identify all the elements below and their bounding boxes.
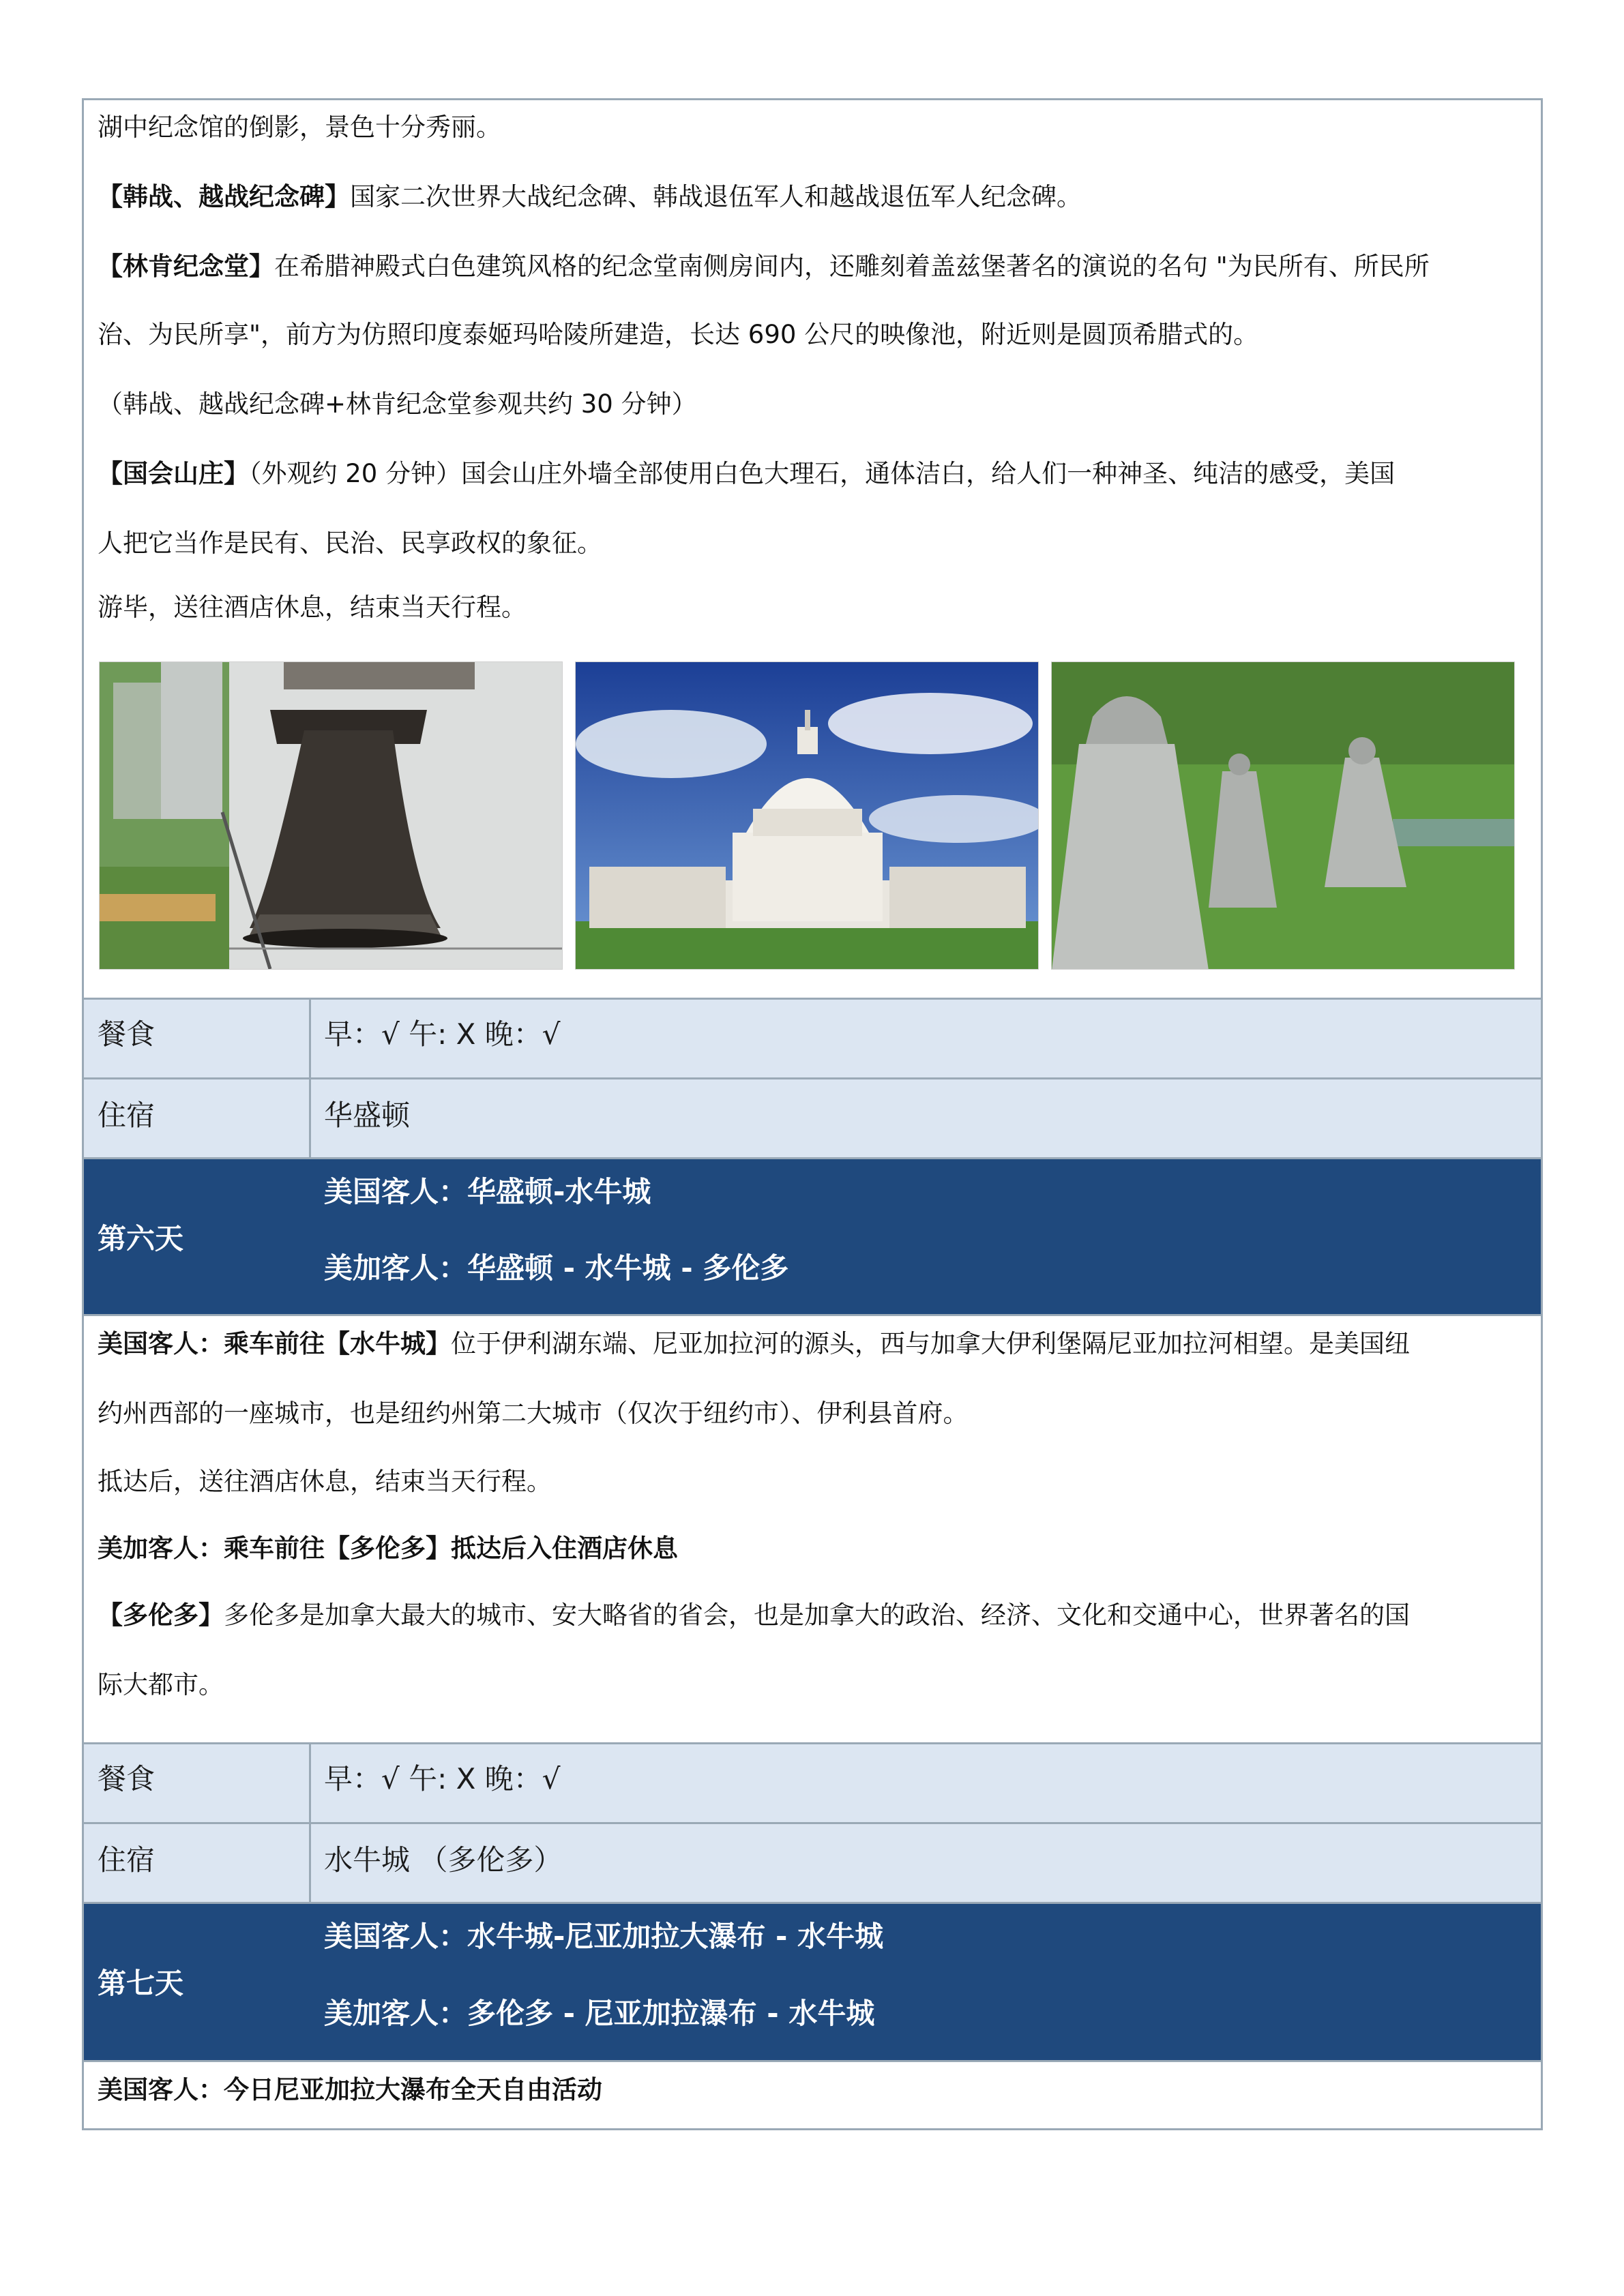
intro-line-1: 湖中纪念馆的倒影，景色十分秀丽。 (98, 113, 501, 142)
day6-route-usca: 美加客人：华盛顿 - 水牛城 - 多伦多 (324, 1251, 789, 1285)
war-memorial-paragraph (98, 179, 1524, 215)
day7-route-us: 美国客人：水牛城-尼亚加拉大瀑布 - 水牛城 (324, 1920, 884, 1953)
hotel-value: 水牛城 （多伦多） (324, 1843, 563, 1877)
day6-label: 第六天 (98, 1222, 184, 1255)
war-memorial-title: 【韩战、越战纪念碑】 (98, 182, 350, 211)
day6-buffalo-line-2: 约州西部的一座城市，也是纽约州第二大城市（仅次于纽约市）、伊利县首府。 (98, 1399, 969, 1428)
capitol-title: 【国会山庄】 (98, 459, 249, 488)
lincoln-paragraph-line-2: 治、为民所享"，前方为仿照印度泰姬玛哈陵所建造，长达 690 公尺的映像池，附近则是圆顶希腊式的。 (98, 320, 1259, 349)
day6-arrival-note: 抵达后，送往酒店休息，结束当天行程。 (98, 1467, 552, 1496)
capitol-paragraph-line-1 (98, 456, 1524, 492)
day6-route-us: 美国客人：华盛顿-水牛城 (324, 1175, 651, 1208)
day7-header (84, 1902, 1541, 2060)
capitol-photo (575, 661, 1039, 970)
row-divider (309, 1824, 311, 1902)
lincoln-paragraph-line-1 (98, 249, 1524, 284)
day6-buffalo-title: 美国客人：乘车前往【水牛城】 (98, 1329, 451, 1358)
day6-buffalo-line-1 (98, 1326, 1524, 1362)
day6-toronto-heading (98, 1531, 1524, 1566)
day7-route-usca: 美加客人：多伦多 - 尼亚加拉瀑布 - 水牛城 (324, 1997, 875, 2030)
capitol-paragraph-line-2: 人把它当作是民有、民治、民享政权的象征。 (98, 528, 602, 558)
hotel-row-day5 (84, 1077, 1541, 1157)
day6-header (84, 1157, 1541, 1314)
hotel-row-day6 (84, 1822, 1541, 1902)
korean-war-memorial-photo (1051, 661, 1515, 970)
row-divider (309, 1000, 311, 1077)
capitol-text-1: （外观约 20 分钟）国会山庄外墙全部使用白色大理石，通体洁白，给人们一种神圣、纯洁的感受，美国 (249, 459, 1396, 488)
liberty-bell-photo (99, 661, 563, 970)
day6-toronto-title: 【多伦多】 (98, 1600, 224, 1630)
day6-toronto-line-1 (98, 1598, 1524, 1633)
day6-buffalo-text-1: 位于伊利湖东端、尼亚加拉河的源头，西与加拿大伊利堡隔尼亚加拉河相望。是美国纽 (451, 1329, 1410, 1358)
meal-row-day5 (84, 998, 1541, 1077)
day7-note (98, 2072, 1524, 2108)
day-end-note: 游毕，送往酒店休息，结束当天行程。 (98, 593, 527, 622)
lincoln-title: 【林肯纪念堂】 (98, 252, 274, 281)
hotel-value: 华盛顿 (324, 1099, 411, 1132)
meal-row-day6 (84, 1742, 1541, 1822)
meal-value: 早：√ 午: X 晚：√ (324, 1017, 561, 1051)
meal-label: 餐食 (98, 1017, 156, 1051)
row-divider (309, 1744, 311, 1822)
day6-toronto-text-1: 多伦多是加拿大最大的城市、安大略省的省会，也是加拿大的政治、经济、文化和交通中心，世界著名的国 (224, 1600, 1410, 1630)
day7-note-text: 美国客人：今日尼亚加拉大瀑布全天自由活动 (98, 2075, 602, 2104)
visit-time-note: （韩战、越战纪念碑+林肯纪念堂参观共约 30 分钟） (98, 389, 697, 419)
meal-label: 餐食 (98, 1762, 156, 1795)
meal-value: 早：√ 午: X 晚：√ (324, 1762, 561, 1795)
divider-line (84, 1314, 1541, 1316)
day6-toronto-line-2: 际大都市。 (98, 1670, 224, 1699)
war-memorial-text: 国家二次世界大战纪念碑、韩战退伍军人和越战退伍军人纪念碑。 (350, 182, 1082, 211)
hotel-label: 住宿 (98, 1099, 156, 1132)
itinerary-table (82, 98, 1543, 2130)
day7-label: 第七天 (98, 1967, 184, 2000)
row-divider (309, 1079, 311, 1157)
divider-line (84, 2060, 1541, 2062)
hotel-label: 住宿 (98, 1843, 156, 1877)
lincoln-text-1: 在希腊神殿式白色建筑风格的纪念堂南侧房间内，还雕刻着盖兹堡著名的演说的名句 "为民所有、所民所 (274, 252, 1430, 281)
day6-toronto-heading-text: 美加客人：乘车前往【多伦多】抵达后入住酒店休息 (98, 1534, 678, 1563)
